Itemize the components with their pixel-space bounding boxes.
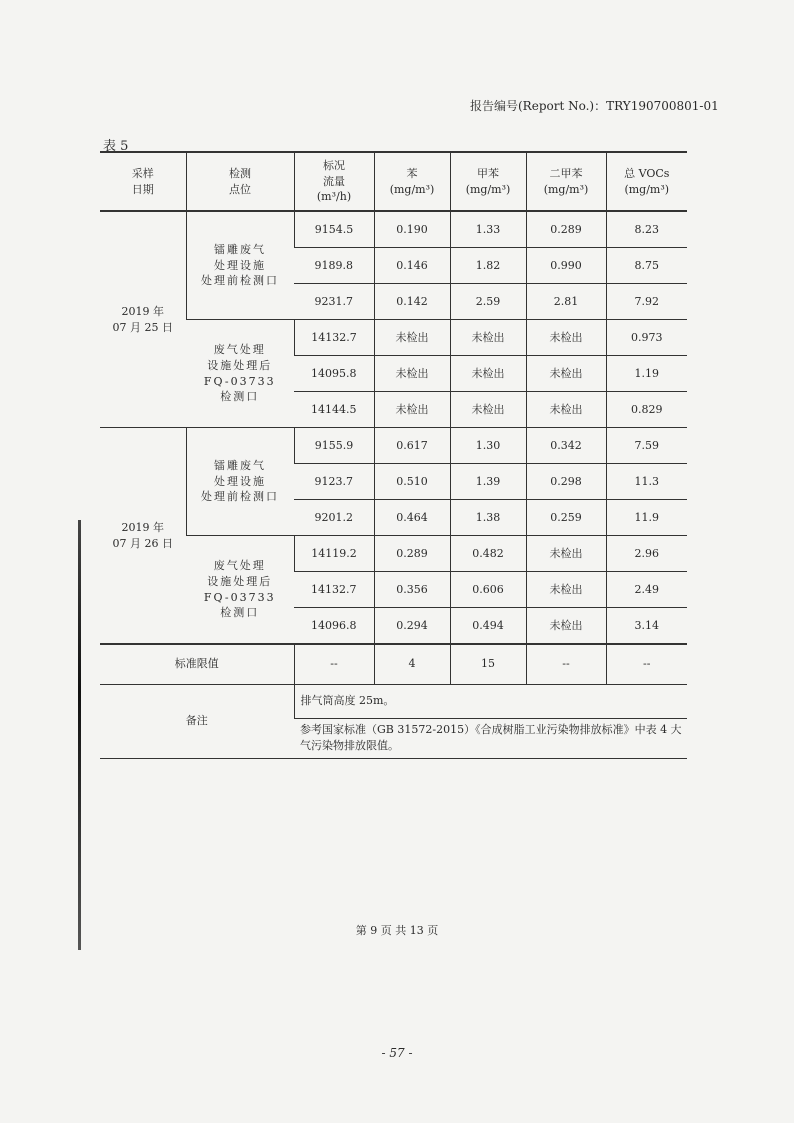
remark-line: 排气筒高度 25m。 bbox=[294, 684, 687, 718]
table-label: 表 5 bbox=[103, 139, 129, 154]
limit-value: 4 bbox=[374, 644, 450, 684]
header-flow bbox=[294, 152, 374, 211]
table-row bbox=[100, 428, 687, 464]
flow-cell: 9231.7 bbox=[294, 284, 374, 320]
sampling-point-cell bbox=[186, 211, 294, 320]
xylene-cell: 未检出 bbox=[526, 608, 606, 645]
toluene-cell: 未检出 bbox=[450, 320, 526, 356]
sampling-date-text: 07 月 26 日 bbox=[112, 536, 173, 550]
header-text: 采样 bbox=[131, 166, 154, 180]
sampling-point-text: FQ-03733 bbox=[203, 590, 276, 604]
xylene-cell: 0.289 bbox=[526, 211, 606, 248]
sampling-point-text: 处理前检测口 bbox=[201, 274, 279, 288]
sampling-point-text: 处理设施 bbox=[214, 474, 266, 488]
flow-cell: 14144.5 bbox=[294, 392, 374, 428]
benzene-cell: 未检出 bbox=[374, 392, 450, 428]
benzene-cell: 未检出 bbox=[374, 320, 450, 356]
remark-row bbox=[100, 684, 687, 718]
sampling-point-text: 设施处理后 bbox=[207, 358, 273, 372]
header-text: 日期 bbox=[131, 182, 154, 196]
table-row bbox=[100, 536, 687, 572]
benzene-cell: 0.510 bbox=[374, 464, 450, 500]
toluene-cell: 1.39 bbox=[450, 464, 526, 500]
flow-cell: 14132.7 bbox=[294, 320, 374, 356]
table-body bbox=[100, 211, 687, 644]
header-text: 标况 bbox=[323, 158, 345, 172]
header-text: (mg/m³) bbox=[543, 182, 589, 196]
benzene-cell: 0.190 bbox=[374, 211, 450, 248]
sampling-point-cell bbox=[186, 536, 294, 645]
benzene-cell: 0.617 bbox=[374, 428, 450, 464]
vocs-cell: 11.9 bbox=[606, 500, 687, 536]
sampling-point-text: 镭雕废气 bbox=[214, 242, 266, 256]
vocs-cell: 8.23 bbox=[606, 211, 687, 248]
flow-cell: 14132.7 bbox=[294, 572, 374, 608]
xylene-cell: 0.342 bbox=[526, 428, 606, 464]
sampling-point-text: 设施处理后 bbox=[207, 574, 273, 588]
vocs-cell: 7.59 bbox=[606, 428, 687, 464]
header-text: (mg/m³) bbox=[389, 182, 435, 196]
benzene-cell: 未检出 bbox=[374, 356, 450, 392]
sampling-date-cell bbox=[100, 211, 186, 428]
limit-value: -- bbox=[526, 644, 606, 684]
flow-cell: 14119.2 bbox=[294, 536, 374, 572]
benzene-cell: 0.142 bbox=[374, 284, 450, 320]
toluene-cell: 1.30 bbox=[450, 428, 526, 464]
monitoring-results-table bbox=[100, 151, 687, 759]
header-text: 总 VOCs bbox=[624, 166, 670, 180]
xylene-cell: 0.259 bbox=[526, 500, 606, 536]
sampling-point-text: 处理前检测口 bbox=[201, 490, 279, 504]
header-text: 二甲苯 bbox=[549, 166, 583, 180]
header-text: 检测 bbox=[229, 166, 251, 180]
benzene-cell: 0.289 bbox=[374, 536, 450, 572]
sampling-point-cell bbox=[186, 428, 294, 536]
header-xylene bbox=[526, 152, 606, 211]
remark-line: 参考国家标准（GB 31572-2015）《合成树脂工业污染物排放标准》中表 4 大气污染物排放限值。 bbox=[294, 718, 687, 758]
header-row bbox=[100, 152, 687, 211]
vocs-cell: 1.19 bbox=[606, 356, 687, 392]
remarks-label: 备注 bbox=[100, 684, 294, 758]
header-text: 流量 bbox=[323, 174, 345, 188]
flow-cell: 9154.5 bbox=[294, 211, 374, 248]
toluene-cell: 0.606 bbox=[450, 572, 526, 608]
toluene-cell: 2.59 bbox=[450, 284, 526, 320]
sampling-point-cell bbox=[186, 320, 294, 428]
sampling-point-text: 检测口 bbox=[220, 390, 260, 404]
header-point bbox=[186, 152, 294, 211]
xylene-cell: 2.81 bbox=[526, 284, 606, 320]
vocs-cell: 7.92 bbox=[606, 284, 687, 320]
toluene-cell: 0.482 bbox=[450, 536, 526, 572]
sampling-point-text: 废气处理 bbox=[213, 342, 266, 356]
sampling-point-text: 废气处理 bbox=[213, 558, 266, 572]
scan-page-edge bbox=[78, 520, 81, 950]
table-row bbox=[100, 211, 687, 248]
toluene-cell: 1.82 bbox=[450, 248, 526, 284]
benzene-cell: 0.294 bbox=[374, 608, 450, 645]
limits-label: 标准限值 bbox=[100, 644, 294, 684]
toluene-cell: 未检出 bbox=[450, 356, 526, 392]
vocs-cell: 8.75 bbox=[606, 248, 687, 284]
sampling-date-text: 07 月 25 日 bbox=[112, 320, 173, 334]
vocs-cell: 11.3 bbox=[606, 464, 687, 500]
flow-cell: 9201.2 bbox=[294, 500, 374, 536]
header-vocs bbox=[606, 152, 687, 211]
header-text: (m³/h) bbox=[316, 190, 352, 204]
xylene-cell: 0.298 bbox=[526, 464, 606, 500]
page-indicator: 第 9 页 共 13 页 bbox=[355, 924, 439, 937]
xylene-cell: 未检出 bbox=[526, 320, 606, 356]
sampling-date-text: 2019 年 bbox=[121, 520, 164, 534]
header-text: 苯 bbox=[406, 166, 418, 180]
flow-cell: 9123.7 bbox=[294, 464, 374, 500]
sampling-date-cell bbox=[100, 428, 186, 645]
limit-value: 15 bbox=[450, 644, 526, 684]
report-number: 报告编号(Report No.)：TRY190700801-01 bbox=[470, 99, 719, 113]
xylene-cell: 未检出 bbox=[526, 356, 606, 392]
benzene-cell: 0.356 bbox=[374, 572, 450, 608]
sampling-point-text: 处理设施 bbox=[214, 258, 266, 272]
vocs-cell: 3.14 bbox=[606, 608, 687, 645]
toluene-cell: 1.33 bbox=[450, 211, 526, 248]
limit-value: -- bbox=[294, 644, 374, 684]
xylene-cell: 0.990 bbox=[526, 248, 606, 284]
header-toluene bbox=[450, 152, 526, 211]
vocs-cell: 2.49 bbox=[606, 572, 687, 608]
flow-cell: 9155.9 bbox=[294, 428, 374, 464]
header-benzene bbox=[374, 152, 450, 211]
header-text: (mg/m³) bbox=[465, 182, 511, 196]
benzene-cell: 0.464 bbox=[374, 500, 450, 536]
header-text: (mg/m³) bbox=[624, 182, 670, 196]
table-row bbox=[100, 320, 687, 356]
sampling-date-text: 2019 年 bbox=[121, 304, 164, 318]
page-number: - 57 - bbox=[381, 1046, 413, 1060]
toluene-cell: 1.38 bbox=[450, 500, 526, 536]
flow-cell: 9189.8 bbox=[294, 248, 374, 284]
sampling-point-text: FQ-03733 bbox=[203, 374, 276, 388]
toluene-cell: 未检出 bbox=[450, 392, 526, 428]
sampling-point-text: 检测口 bbox=[220, 606, 260, 620]
limits-row bbox=[100, 644, 687, 684]
sampling-point-text: 镭雕废气 bbox=[214, 458, 266, 472]
vocs-cell: 0.973 bbox=[606, 320, 687, 356]
header-text: 甲苯 bbox=[477, 166, 499, 180]
xylene-cell: 未检出 bbox=[526, 536, 606, 572]
flow-cell: 14095.8 bbox=[294, 356, 374, 392]
toluene-cell: 0.494 bbox=[450, 608, 526, 645]
xylene-cell: 未检出 bbox=[526, 392, 606, 428]
flow-cell: 14096.8 bbox=[294, 608, 374, 645]
header-text: 点位 bbox=[229, 182, 251, 196]
vocs-cell: 2.96 bbox=[606, 536, 687, 572]
vocs-cell: 0.829 bbox=[606, 392, 687, 428]
xylene-cell: 未检出 bbox=[526, 572, 606, 608]
header-sampling-date bbox=[100, 152, 186, 211]
benzene-cell: 0.146 bbox=[374, 248, 450, 284]
limit-value: -- bbox=[606, 644, 687, 684]
